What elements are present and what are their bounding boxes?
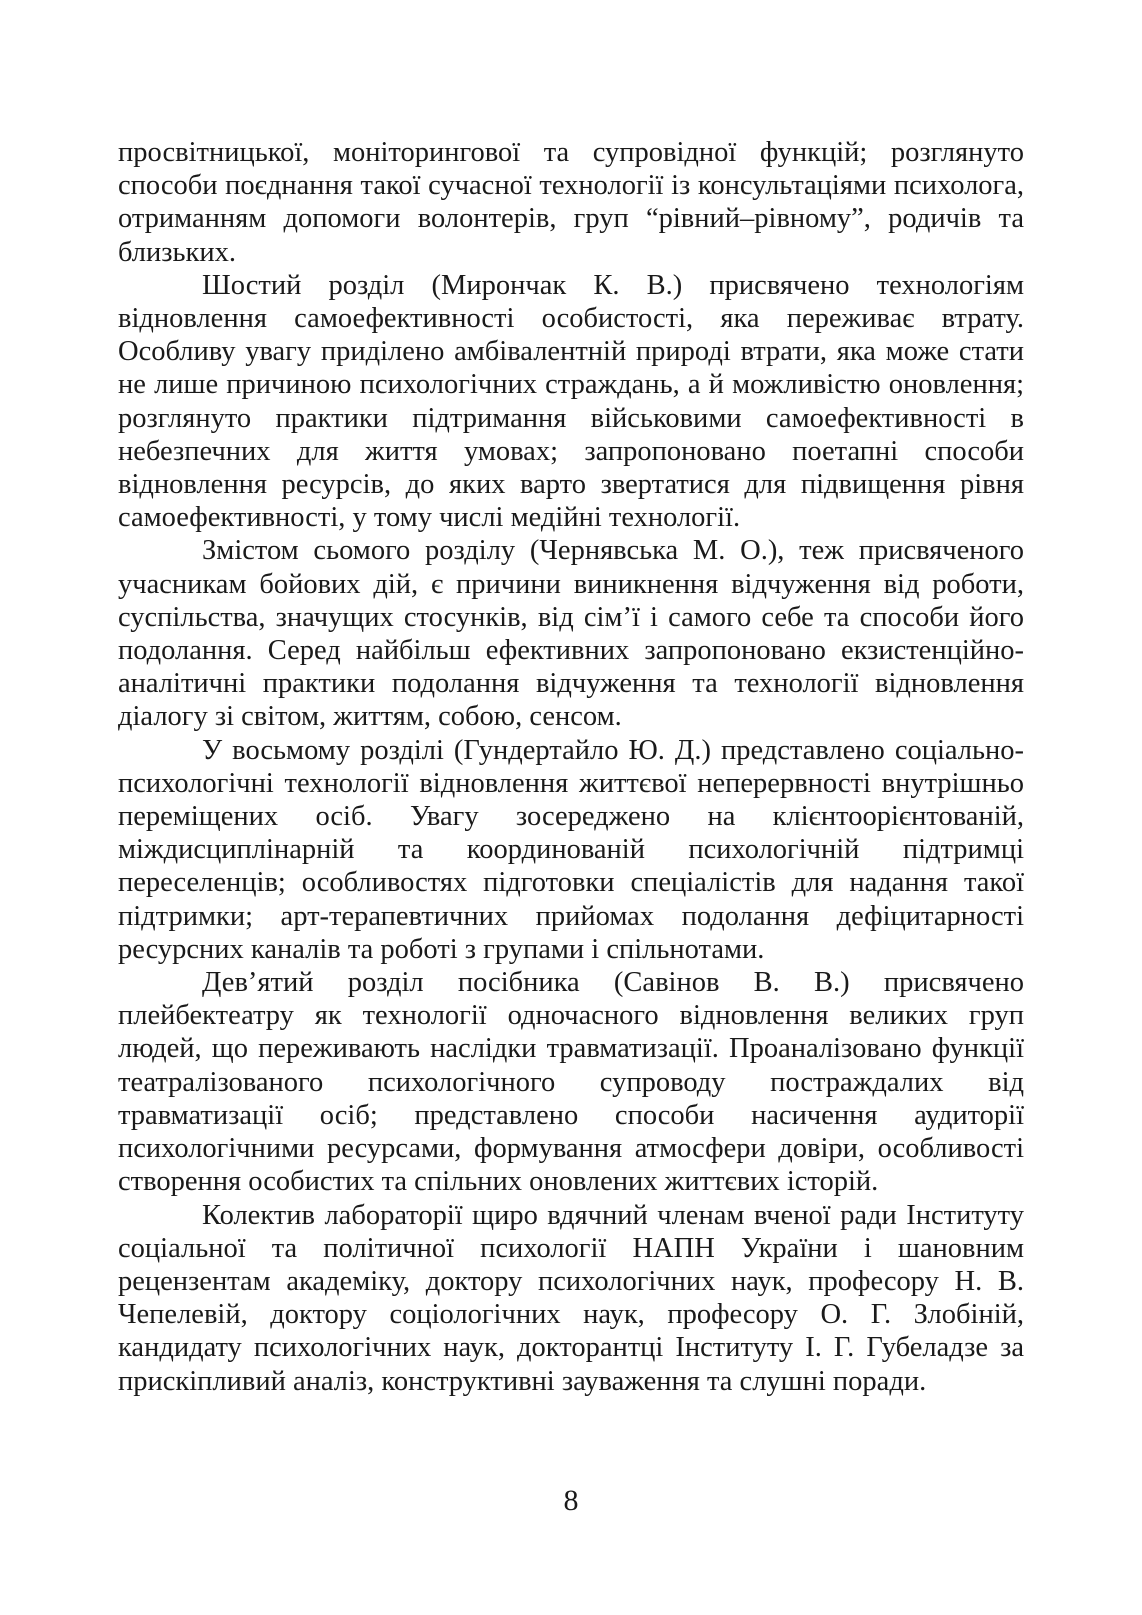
- paragraph-continuation: просвітницької, моніторингової та супровідної функцій; розглянуто способи поєднання такої сучасної технології із консультаціями психолога, отриманням допомоги волонтерів, груп “рівний–рівному”, родичів та близьких.: [118, 137, 1024, 268]
- paragraph-eighth-section: У восьмому розділі (Гундертайло Ю. Д.) представлено соціально-психологічні технології відновлення життєвої неперервності внутрішньо переміщених осіб. Увагу зосереджено на клієнтоорієнтованій, міждисциплінарній та координованій психологічній підтримці переселенців; особливостях підготовки спеціалістів для надання такої підтримки; арт-терапевтичних прийомах подолання дефіцитарності ресурсних каналів та роботі з групами і спільнотами.: [118, 734, 1024, 965]
- paragraph-acknowledgements: Колектив лабораторії щиро вдячний членам вченої ради Інституту соціальної та політичної психології НАПН України і шановним рецензентам академіку, доктору психологічних наук, професору Н. В. Чепелевій, доктору соціологічних наук, професору О. Г. Злобіній, кандидату психологічних наук, докторантці Інституту І. Г. Губеладзе за прискіпливий аналіз, конструктивні зауваження та слушні поради.: [118, 1199, 1024, 1397]
- paragraph-sixth-section: Шостий розділ (Мирончак К. В.) присвячено технологіям відновлення самоефективності особистості, яка переживає втрату. Особливу увагу приділено амбівалентній природі втрати, яка може стати не лише причиною психологічних страждань, а й можливістю оновлення; розглянуто практики підтримання військовими самоефективності в небезпечних для життя умовах; запропоновано поетапні способи відновлення ресурсів, до яких варто звертатися для підвищення рівня самоефективності, у тому числі медійні технології.: [118, 269, 1024, 534]
- paragraph-seventh-section: Змістом сьомого розділу (Чернявська М. О.), теж присвяченого учасникам бойових дій, є причини виникнення відчуження від роботи, суспільства, значущих стосунків, від сім’ї і самого себе та способи його подолання. Серед найбільш ефективних запропоновано екзистенційно-аналітичні практики подолання відчуження та технології відновлення діалогу зі світом, життям, собою, сенсом.: [118, 535, 1024, 733]
- body-text: [118, 136, 1024, 1398]
- page-number: 8: [563, 1484, 579, 1517]
- paragraph-ninth-section: Дев’ятий розділ посібника (Савінов В. В.) присвячено плейбектеатру як технології одночасного відновлення великих груп людей, що переживають наслідки травматизації. Проаналізовано функції театралізованого психологічного супроводу постраждалих від травматизації осіб; представлено способи насичення аудиторії психологічними ресурсами, формування атмосфери довіри, особливості створення особистих та спільних оновлених життєвих історій.: [118, 967, 1024, 1198]
